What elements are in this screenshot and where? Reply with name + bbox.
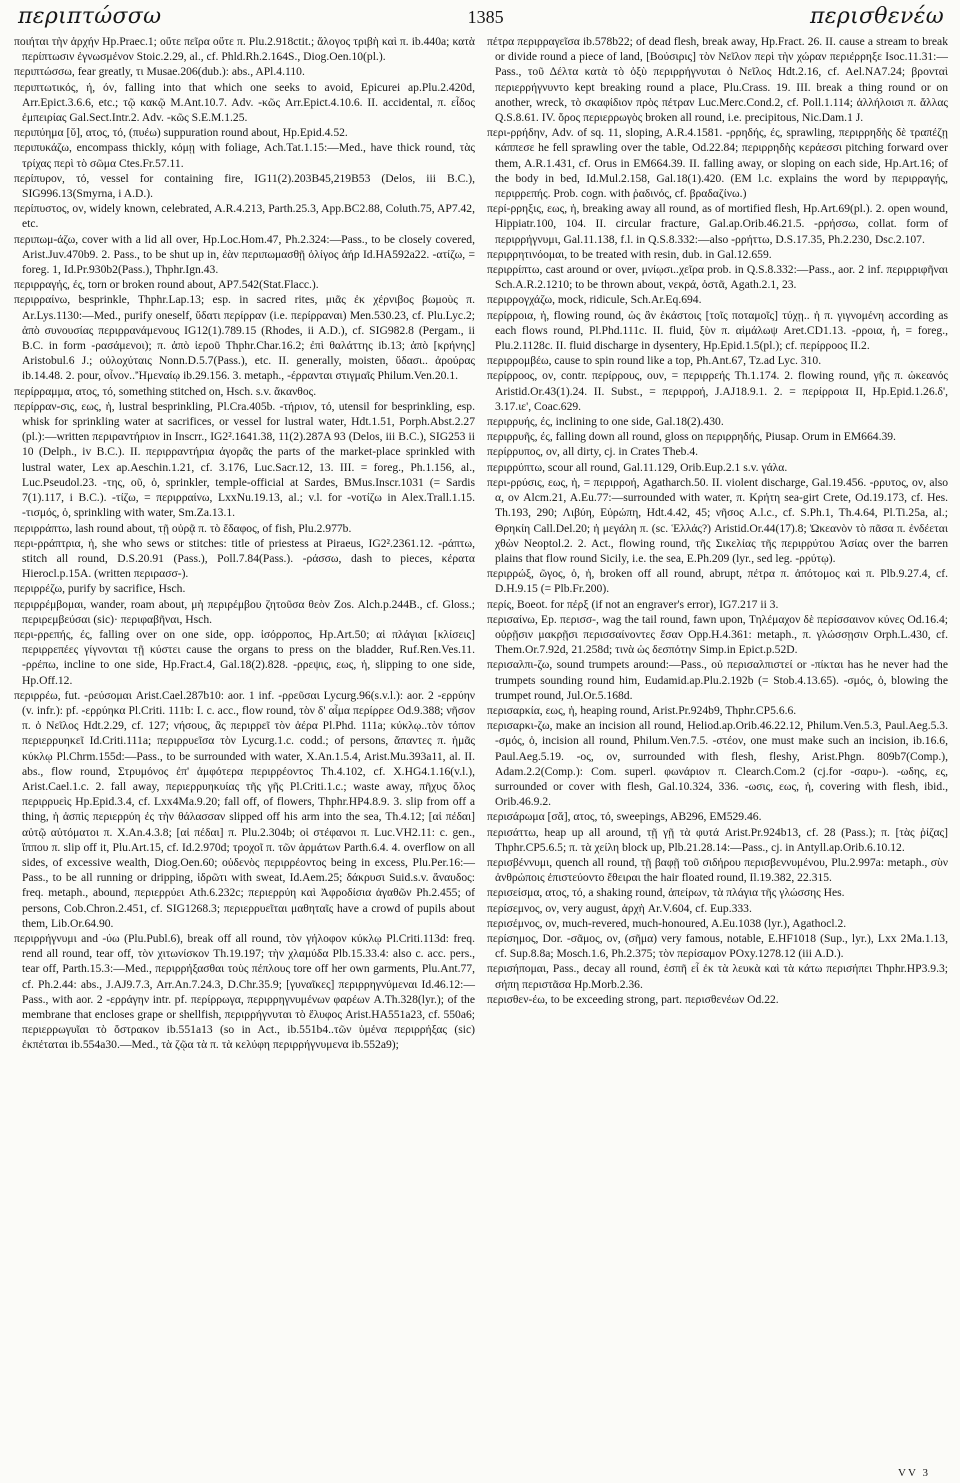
dictionary-entry: περισάρωμα [σᾰ], ατος, τό, sweepings, AB296, EM529.46.	[487, 810, 762, 824]
dictionary-entry: περισαίνω, Ep. περισσ-, wag the tail round, fawn upon, Τηλέμαχον δὲ περίσσαινον κύνες Od.16.4; οὐρῇσιν μακρῇσι περισσαίνοντες ἔσαν Opp.H.4.361: metaph., π. γλώσσῃσιν Orph.L.430, cf. Them.Or.7.92d, 21.258d; τινὰ ὡς δεσπότην Simp.in Epict.p.52D.	[487, 612, 948, 657]
dictionary-entry: περί-ρρηξις, εως, ἡ, breaking away all round, as of mortified flesh, Hp.Art.69(pl.). 2. open wound, Hippiatr.100, 104. II. circular fracture, Gal.ap.Orib.46.21.5. -ρρήσσω, collat. form of περιρρήγνυμι, Gal.11.138, f.l. in Q.S.8.332:—also -ρρήττω, D.S.17.35, Ph.2.230, Dsc.2.107.	[487, 202, 948, 246]
dictionary-entry: περισβέννυμι, quench all round, τῇ βαφῇ τοῦ σιδήρου περισβεννυμένου, Plu.2.997a: metaph., σὺν ἀνθρώποις ἐπιστεύοντο ἔθειραι the hair floated round, Il.19.382, 22.315.	[487, 855, 948, 885]
dictionary-entry: περιρρήγνυμι and -ύω (Plu.Publ.6), break off all round, τὸν γήλοφον κύκλῳ Pl.Criti.113d: freq. rend all round, tear off, τὸν χιτωνίσκον Th.19.197; τὴν χλαμύδα Plb.15.33.4: also c. acc. pers., tear off, Parth.15.3:—Med., περιρρήξασθαι τοὺς πέπλους tore off her own garments, Plu.Ant.77, cf. Ph.2.44: abs., J.AJ9.7.3, Arr.An.7.24.3, D.Chr.35.9; [γυναῖκες] περιρρηγνύμεναι Id.46.12:—Pass., with aor. 2 -ερράγην intr. pf. περίρρωγα, περιρρηγνυμένων φαρέων A.Th.328(lyr.); of the membrane that encloses grape or shellfish, περιρρήγνυται τὸ ἔλυφος Arist.HA551a23, cf. 550a6; περιερρωγυῖαι τὸ ὄστρακον ib.551a13 (so in Act., ib.551b4..τῶν ὑμένα περιρρήξας (sic) ἐκπέταται ib.554a30.—Med., τὰ ζῷα τὰ π. τὰ κελύφη περιρρήγνυμενα ib.552a9);	[14, 931, 475, 1052]
dictionary-entry: περιρρέζω, purify by sacrifice, Hsch.	[14, 582, 186, 596]
left-column	[14, 34, 475, 1459]
dictionary-entry: περιπωμ-άζω, cover with a lid all over, Hp.Loc.Hom.47, Ph.2.324:—Pass., to be closely covered, Arist.Juv.470b9. 2. Pass., to be shut up in, ἐὰν περιπωμασθῇ ὀλίγος ἀήρ Id.HA592a22. -ατίζω, = foreg. 1, Id.Pr.930b2(Pass.), Thphr.Ign.43.	[14, 232, 475, 277]
dictionary-entry: περιπυκάζω, encompass thickly, κόμῃ with foliage, Ach.Tat.1.15:—Med., have thick round, τὰς τρίχας περὶ τὸ σῶμα Ctes.Fr.57.11.	[14, 141, 475, 170]
dictionary-entry: περιρρογχάζω, mock, ridicule, Sch.Ar.Eq.694.	[487, 293, 702, 307]
dictionary-entry: περιρρώξ, ῶγος, ὁ, ἡ, broken off all round, abrupt, πέτρα π. ἀπότομος καὶ π. Plb.9.27.4, cf. D.H.9.15 (= Plb.Fr.200).	[487, 567, 948, 596]
dictionary-entry: περίρρυπος, ον, all dirty, cj. in Crates Theb.4.	[487, 445, 699, 459]
dictionary-entry: περισθεν-έω, to be exceeding strong, part. περισθενέων Od.22.	[487, 992, 779, 1006]
page-header	[14, 4, 948, 30]
dictionary-entry: περιρρέω, fut. -ρεύσομαι Arist.Cael.287b10: aor. 1 inf. -ρρεῦσαι Lycurg.96(s.v.l.): aor. 2 -ερρύην (v. infr.): pf. -ερρύηκα Pl.Criti. 111b: I. c. acc., flow round, τὸν δ' αἶμα περίρρεε Od.9.388; νῆσον π. ὁ Νεῖλος Hdt.2.29, cf. 127; νήσους, ἃς περιρρεῖ τὸν ἀέρα Pl.Phd. 111a; κύκλῳ..τὸν τόπον περιερρυηκεῖ Id.Criti.111a; περιρρυεῖσα τὸν Lycurg.1.c. codd.; of persons, ἅπαντες π. ἡμᾶς κύκλῳ Pl.Chrm.155d:—Pass., to be surrounded with water, X.An.1.5.4, Arist.Mu.393a11, al. II. abs., flow round, Στρυμόνος ἐπ' ἀμφότερα περιρρέοντος Th.4.102, cf. X.HG4.1.16(v.l.), Arist.Cael.1.c. 2. fall away, περιερρυηκυίας τῆς γῆς Pl.Criti.1.c.; waste away, πῆχυς ὅλος περιρρυεὶς Hp.Epid.3.4, cf. Lxx4Ma.9.20; fall off, of flowers, Thphr.HP4.8.9. 3. slip from off a thing, ἡ ἀσπὶς περιερρύη ἐς τὴν θάλασσαν slipped off his arm into the sea, Th.4.12; [αἱ πέδαι] αὐτῷ αὐτόματοι π. X.An.4.3.8; [αἱ πέδαι] π. Plu.2.304b; οἱ στέφανοι π. Luc.VH2.11: c. gen., ἵππου π. slip off it, Plu.Art.15, cf. Id.2.970d; τροχοῖ π. τῶν ἁρμάτων Parth.6.4. 4. overflow on all sides, of excessive wealth, Diog.Oen.60; οὐδενὸς περιρρέοντος being in excess, Plu.Per.16:—Pass., to be all running or dripping, ἱδρῶτι with sweat, Id.Aem.25; δάκρυσι Suid.s.v. ἄναυδος: freq. metaph., abound, περιερρύει Ath.6.232c; περιερρύη καὶ Ἀφροδίσια ἀγαθῶν Ph.2.455; of persons, Cob.Chron.2.451, cf. SIG1268.3; περιερρυεῖται μαθηταῖς have a crowd of pupils about them, Lib.Or.64.90.	[14, 688, 475, 930]
dictionary-entry: περιρρητινόομαι, to be treated with resin, dub. in Gal.12.659.	[487, 247, 772, 261]
dictionary-entry: περίρραν-σις, εως, ἡ, lustral besprinkling, Pl.Cra.405b. -τήριον, τό, utensil for besprinkling, esp. whisk for sprinkling water at sacrifices, or vessel for lustral water, Hdt.1.51, Porph.Abst.2.27 (pl.):—written περιραντήριον in Inscrr., IG2².1641.38, 11(2).287A 93 (Delos, iii B.C.), SIG253 ii 10 (Delph., iv B.C.). II. περιρραντήρια ἀγορᾶς the parts of the market-place sprinkled with lustral water, Lex ap.Aeschin.1.21, cf. 3.176, Luc.Sacr.12, 13. III. = foreg., Ph.1.156, al., Luc.Pseudol.23. -της, οῦ, ὁ, sprinkler, temple-official at Sardes, BMus.Inscr.1031 (= Sardis 7(1).117, i B.C.). -τίζω, = περιρραίνω, LxxNu.19.13, al.; v.l. for -νοτίζω in Alex.Trall.1.15. -τισμός, ὁ, sprinkling with water, Sm.Za.13.1.	[14, 399, 475, 520]
dictionary-entry: περιρρομβέω, cause to spin round like a top, Ph.Ant.67, Tz.ad Lyc. 310.	[487, 354, 822, 368]
page-number: 1385	[467, 7, 504, 27]
dictionary-entry: περισαλπι-ζω, sound trumpets around:—Pass., οὐ περισαλπιστεί or -πίκται has he never had the trumpets sounding round him, Eudamid.ap.Plu.2.192b (= Stob.4.13.65). -σμός, ὁ, blowing the trumpet round, Jul.Or.5.168d.	[487, 658, 948, 702]
dictionary-entry: περίρροια, ἡ, flowing round, ὡς ἂν ἑκάστοις [τοῖς ποταμοῖς] τύχῃ.. ἡ π. γιγνομένη according as each flows round, Pl.Phd.111c. II. fluid, ξὺν π. αἱμάλωψ Aret.CD1.13. -ρροια, ἡ, = foreg., Plu.2.1128c. II. fluid discharge in dysentery, Hp.Epid.1.5(pl.); cf. περίρροος II.2.	[487, 308, 948, 353]
dictionary-entry: περίσημος, Dor. -σᾶμος, ον, (σῆμα) very famous, notable, E.HF1018 (Sup., lyr.), Lxx 2Ma.1.13, cf. Sup.8.8a; Mosch.1.6, Ph.2.375; τὸν περίσαμον POxy.1278.12 (iii A.D.).	[487, 931, 948, 961]
dictionary-entry: περίπυρον, τό, vessel for containing fire, IG11(2).203B45,219B53 (Delos, iii B.C.), SIG996.13(Smyrna, i A.D.).	[14, 171, 475, 201]
dictionary-entry: περι-ρράπτρια, ἡ, she who sews or stitches: title of priestess at Piraeus, IG2².2361.12. -ράπτω, stitch all round, D.S.20.91 (Pass.), Poll.7.84(Pass.). -ράσσω, dash to pieces, κέρατα Hierocl.p.15A. (written περιρασσ-).	[14, 536, 475, 581]
dictionary-entry: περι-ρρεπής, ές, falling over on one side, opp. ἰσόρροπος, Hp.Art.50; αἱ πλάγιαι [κλίσεις] περιρρεπέες γίγνονται τῇ κύστει cause the organs to press on the bladder, Ruf.Ren.Ves.11. -ρρέπω, incline to one side, Hp.Fract.4, Gal.18(2).828. -ρρεψις, εως, ἡ, slipping to one side, Hp.Off.12.	[14, 627, 475, 687]
dictionary-entry: περίσεμνος, ον, very august, ἀρχὴ Ar.V.604, cf. Eup.333.	[487, 901, 752, 915]
dictionary-entry: περισάττω, heap up all around, τῇ γῇ τὰ φυτά Arist.Pr.924b13, cf. 28 (Pass.); π. [τὰς ῥίζας] Thphr.CP5.6.5; π. τὰ χείλη block up, Plb.21.28.14:—Pass., cj. in Antyll.ap.Orib.6.10.12.	[487, 825, 948, 854]
dictionary-entry: περιρράπτω, lash round about, τῇ οὐρᾷ π. τὸ ἔδαφος, of fish, Plu.2.977b.	[14, 521, 352, 535]
dictionary-entry: περιρρέμβομαι, wander, roam about, μὴ περιρέμβου ζητοῦσα θεὸν Zos. Alch.p.244B., cf. Gloss.; περιρεμβεύσαι (sic)· περιφαβῆναι, Hsch.	[14, 597, 475, 626]
dictionary-entry: ποιήται τὴν ἀρχήν Hp.Praec.1; οὔτε πεῖρα οὔτε π. Plu.2.918ctit.; ἄλογος τριβὴ καὶ π. ib.440a; κατὰ περίπτωσιν ἐγνωσμένον Stoic.2.29, al., cf. Phld.Rh.2.164S., Diog.Oen.10(pl.).	[14, 35, 475, 64]
dictionary-entry: περισείσμα, ατος, τό, a shaking round, ἀπείρων, τὰ πλάγια τῆς γλώσσης Hes.	[487, 886, 845, 900]
dictionary-entry: περισαρκία, εως, ἡ, heaping round, Arist.Pr.924b9, Thphr.CP5.6.6.	[487, 703, 797, 717]
dictionary-entry: περισαρκι-ζω, make an incision all round, Heliod.ap.Orib.46.22.12, Philum.Ven.5.3, Paul.Aeg.5.3. -σμός, ὁ, incision all round, Philum.Ven.7.5. -στέον, one must make such an incision, ib.16.6, Paul.Aeg.5.19. -ος, ον, surrounded with flesh, fleshy, Arist.Phgn. 809b7(Comp.), Adam.2.2(Comp.): Com. superl. φωνάριον π. Clearch.Com.2 (cj.for -σαρυ-). -ωδης, ες, surrounded or cover with flesh, Gal.10.324, 336. -ωσις, εως, ἡ, covering with flesh, ibid., Orib.46.9.2.	[487, 719, 948, 809]
dictionary-entry: περιρρυῆς, ές, falling down all round, gloss on περιρρηδής, Piusap. Orum in EM664.39.	[487, 430, 896, 444]
dictionary-entry: περιρραγής, ές, torn or broken round about, AP7.542(Stat.Flacc.).	[14, 278, 319, 292]
dictionary-entry: περι-ρρήδην, Adv. of sq. 11, sloping, A.R.4.1581. -ρρηδής, ές, sprawling, περιρρηδὴς δὲ τραπέζῃ κάππεσε he fell sprawling over the table, Od.22.84; περιρρηδὴς κεράεσσι pitching forward over them, A.R.1.431, cf. Orus in EM664.39. II. falling away, or sloping on each side, Hp.Art.16; of the body in bed, Id.Mul.2.158, Gal.18(1).420. (EM l.c. explains the word by περιρραγής, περιρρεπής. Prob. cogn. with ῥαδινός, cf. βραδαζίνω.)	[487, 126, 948, 201]
dictionary-entry: περίρραμμα, ατος, τό, something stitched on, Hsch. s.v. ἄκανθος.	[14, 384, 317, 398]
dictionary-entry: περίς, Boeot. for πέρξ (if not an engraver's error), IG7.217 ii 3.	[487, 597, 779, 611]
dictionary-entry: περιπτωτικός, ή, όν, falling into that which one seeks to avoid, Epicurei ap.Plu.2.420d, Arr.Epict.3.6.6, etc.; τῷ κακῷ M.Ant.10.7. Adv. -κῶς Arr.Epict.4.10.6. II. accidental, π. εἶδος ἐμπειρίας Gal.Sect.Intr.2. Adv. -κῶς S.E.M.1.25.	[14, 80, 475, 125]
dictionary-entry: περισήπομαι, Pass., decay all round, ἐσπῆ εἶ ἐκ τὰ λευκὰ καὶ τὰ κάτω περισήπει Thphr.HP3.9.3; σήπη περιστᾶσα Hp.Morb.2.36.	[487, 962, 948, 991]
right-running-headword: περισθενέω	[809, 4, 944, 29]
right-column	[487, 34, 948, 1459]
dictionary-entry: πέτρα περιρραγεῖσα ib.578b22; of dead flesh, break away, Hp.Fract. 26. II. cause a stream to break or divide round a piece of land, [Βούσιρις] τὸν Νεῖλον περὶ τὴν χώραν περιέρρηξε Isoc.11.31:—Pass., τοῦ Δέλτα κατὰ τὸ ὀξὺ περιρρήγνυται ὁ Νεῖλος Hdt.2.16, cf. Ael.NA7.24; βρονταὶ περιερρήγνυντο kept breaking round a place, Plu.Crass. 19. III. break a thing round or on another, wreck, τὸ σκαφίδιον πρὸς πέτραν Luc.Merc.Cond.2, cf. Poll.1.114; ἀλλήλοισι π. ἄλλας Q.S.8.61. IV. ὄρος περιερρωγὸς broken all round, i.e. precipitous, Nic.Dam.1 J.	[487, 35, 948, 125]
dictionary-entry: περιρρίπτω, cast around or over, μνίῳσι..χεῖρα prob. in Q.S.8.332:—Pass., aor. 2 inf. περιρριφῆναι Sch.A.R.2.1210; to be thrown about, νεκρά, ὀστᾶ, Agath.2.1, 23.	[487, 263, 948, 292]
signature-mark: VV 3	[898, 1467, 930, 1479]
left-running-headword: περιπτώσσω	[18, 4, 162, 29]
dictionary-entry: περιρρυής, ές, inclining to one side, Gal.18(2).430.	[487, 415, 724, 429]
dictionary-entry: περιρραίνω, besprinkle, Thphr.Lap.13; esp. in sacred rites, μιᾶς ἐκ χέρνιβος βωμοὺς π. Ar.Lys.1130:—Med., purify oneself, ὕδατι περίρραν (i.e. περίρραναι) Men.530.23, cf. Plu.Lyc.2; ἀπὸ συνουσίας περιρρανάμενους IG12(1).789.15 (Rhodes, ii A.D.), cf. SIG982.8 (Pergam., ii B.C. in form -ρασάμενοι); π. ἀπὸ ἱεροῦ Thphr.Char.16.2; ἐπὶ θαλάττης ib.13; ἀπὸ [κρήνης] Aristobul.6 J.; οὐλοχύταις Nonn.D.5.7(Pass.), etc. II. generally, moisten, ὕδασι.. ἀρούρας ib.14.48. 2. pour, οἶνον..'Ἡμεναίῳ ib.29.156. 3. metaph., -έρρανται στιγμαῖς Philum.Ven.20.1.	[14, 293, 475, 383]
dictionary-entry: περιρρύπτω, scour all round, Gal.11.129, Orib.Eup.2.1 s.v. γάλα.	[487, 460, 788, 474]
dictionary-entry: περιπύημα [ῠ], ατος, τό, (πυέω) suppuration round about, Hp.Epid.4.52.	[14, 126, 348, 140]
dictionary-entry: περιπτώσσω, fear greatly, τι Musae.206(dub.): abs., APl.4.110.	[14, 65, 305, 79]
dictionary-entry: περι-ρρύσις, εως, ἡ, = περιρροή, Agatharch.50. II. violent discharge, Gal.19.456. -ρρυτος, ον, also α, ον Alcm.21, A.Eu.77:—surrounded with water, π. Κρήτη sea-girt Crete, Od.19.173, cf. Hes. Th.193, 290; Λιβύη, Εὐρώπη, Hdt.4.42, 45; νῆσος A.l.c., cf. S.Ph.1, Th.4.64, Pl.Ti.25a, al.; Θρηκίη Call.Del.20; ἡ μεγάλη π. (sc. Ἑλλάς?) Aristid.Or.44(17).8; Ὠκεανὸν τὸ πᾶσα π. ἐνδέεται χθὼν Neoptol.2. 2. Act., flowing round, τῆς Σικελίας τῆς περιρρύτου Ἀσίας over the barren plains that flow round Sicily, i.e. the sea, E.Ph.209 (lyr., sed leg. -ρρύτῳ).	[487, 475, 948, 565]
page-columns	[14, 34, 948, 1459]
dictionary-entry: περίρροος, ον, contr. περίρρους, ουν, = περιρρεής Th.1.174. 2. flowing round, γῆς π. ὠκεανός Aristid.Or.43(1).24. II. Subst., = περιρροή, J.AJ18.9.1. 2. = περίρροια II, Hp.Epid.1.26.δ', 3.17.ιε', Coac.629.	[487, 369, 948, 413]
dictionary-entry: περισέμνος, ον, much-revered, much-honoured, A.Eu.1038 (lyr.), Agathocl.2.	[487, 916, 847, 930]
dictionary-entry: περίπυστος, ον, widely known, celebrated, A.R.4.213, Parth.25.3, App.BC2.88, Coluth.75, AP7.42, etc.	[14, 202, 475, 231]
